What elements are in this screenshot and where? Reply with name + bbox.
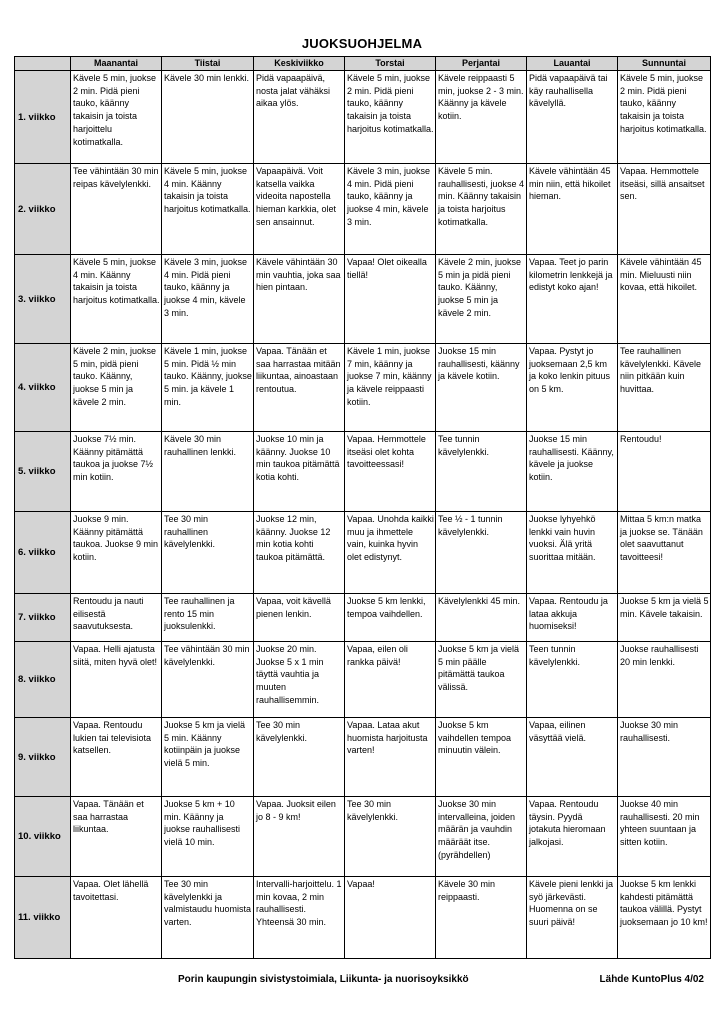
schedule-cell: Juokse 15 min rauhallisesti, käänny ja kävele kotiin. bbox=[436, 344, 527, 432]
schedule-cell: Juokse 5 km vaihdellen tempoa minuutin välein. bbox=[436, 718, 527, 797]
schedule-cell: Vapaa. Teet jo parin kilometrin lenkkejä ja edistyt koko ajan! bbox=[527, 255, 618, 344]
schedule-cell: Juokse 12 min, käänny. Juokse 12 min kotia kohti taukoa pitämättä. bbox=[254, 512, 345, 594]
schedule-cell: Vapaa. Tänään et saa harrastaa liikuntaa. bbox=[71, 797, 162, 877]
schedule-cell: Juokse 9 min. Käänny pitämättä taukoa. Juokse 9 min kotiin. bbox=[71, 512, 162, 594]
schedule-cell: Tee 30 min kävelylenkki. bbox=[345, 797, 436, 877]
week-label: 7. viikko bbox=[15, 594, 71, 642]
schedule-cell: Kävele 30 min reippaasti. bbox=[436, 877, 527, 959]
schedule-cell: Kävele 1 min, juokse 5 min. Pidä ½ min tauko. Käänny, juokse 5 min. ja kävele 1 min. bbox=[162, 344, 254, 432]
schedule-cell: Vapaa. Olet lähellä tavoitettasi. bbox=[71, 877, 162, 959]
week-label: 10. viikko bbox=[15, 797, 71, 877]
schedule-cell: Vapaa! Olet oikealla tiellä! bbox=[345, 255, 436, 344]
week-label: 9. viikko bbox=[15, 718, 71, 797]
schedule-cell: Juokse rauhallisesti 20 min lenkki. bbox=[618, 642, 711, 718]
schedule-cell: Kävele 5 min, juokse 2 min. Pidä pieni tauko, käänny takaisin ja toista harjoitus kotimatkalla. bbox=[618, 71, 711, 164]
week-row bbox=[15, 797, 711, 877]
schedule-cell: Vapaa, eilinen väsyttää vielä. bbox=[527, 718, 618, 797]
schedule-cell: Vapaa. Pystyt jo juoksemaan 2,5 km ja koko lenkin pituus on 5 km. bbox=[527, 344, 618, 432]
schedule-cell: Kävele reippaasti 5 min, juokse 2 - 3 min. Käänny ja kävele kotiin. bbox=[436, 71, 527, 164]
week-row bbox=[15, 344, 711, 432]
schedule-cell: Pidä vapaapäivä tai käy rauhallisella kävelyllä. bbox=[527, 71, 618, 164]
schedule-cell: Vapaa. Rentoudu täysin. Pyydä jotakuta hieromaan jalkojasi. bbox=[527, 797, 618, 877]
schedule-cell: Tee 30 min kävelylenkki. bbox=[254, 718, 345, 797]
schedule-cell: Juokse lyhyehkö lenkki vain huvin vuoksi. Älä yritä suorittaa mitään. bbox=[527, 512, 618, 594]
schedule-cell: Kävele 3 min, juokse 4 min. Pidä pieni tauko, käänny ja juokse 4 min, kävele 3 min. bbox=[162, 255, 254, 344]
day-header: Tiistai bbox=[162, 57, 254, 71]
schedule-cell: Juokse 10 min ja käänny. Juokse 10 min taukoa pitämättä kotia kohti. bbox=[254, 432, 345, 512]
schedule-cell: Intervalli-harjoittelu. 1 min kovaa, 2 min rauhallisesti. Yhteensä 30 min. bbox=[254, 877, 345, 959]
schedule-cell: Juokse 5 km lenkki kahdesti pitämättä taukoa välillä. Pystyt juoksemaan jo 10 km! bbox=[618, 877, 711, 959]
schedule-cell: Vapaa. Rentoudu ja lataa akkuja huomiseksi! bbox=[527, 594, 618, 642]
schedule-cell: Vapaa. Hemmottele itseäsi, sillä ansaitset sen. bbox=[618, 164, 711, 255]
schedule-cell: Kävele vähintään 45 min. Mieluusti niin kovaa, että hikoilet. bbox=[618, 255, 711, 344]
schedule-cell: Vapaa. Tänään et saa harrastaa mitään liikuntaa, ainoastaan rentoutua. bbox=[254, 344, 345, 432]
day-header: Perjantai bbox=[436, 57, 527, 71]
schedule-cell: Tee 30 min rauhallinen kävelylenkki. bbox=[162, 512, 254, 594]
schedule-cell: Kävele 5 min, juokse 2 min. Pidä pieni tauko, käänny takaisin ja toista harjoittelu kotimatkalla. bbox=[71, 71, 162, 164]
schedule-cell: Kävele 2 min, juokse 5 min ja pidä pieni tauko. Käänny, juokse 5 min ja kävele 2 min. bbox=[436, 255, 527, 344]
week-row bbox=[15, 164, 711, 255]
schedule-cell: Juokse 30 min intervalleina, joiden määrän ja vauhdin määräät itse. (pyrähdellen) bbox=[436, 797, 527, 877]
schedule-cell: Rentoudu ja nauti eilisestä saavutuksesta. bbox=[71, 594, 162, 642]
header-row bbox=[15, 57, 711, 71]
schedule-cell: Juokse 5 km ja vielä 5 min päälle pitämättä taukoa välissä. bbox=[436, 642, 527, 718]
schedule-cell: Juokse 20 min. Juokse 5 x 1 min täyttä vauhtia ja muuten rauhallisemmin. bbox=[254, 642, 345, 718]
schedule-cell: Vapaa! bbox=[345, 877, 436, 959]
schedule-cell: Juokse 5 km ja vielä 5 min. Kävele takaisin. bbox=[618, 594, 711, 642]
schedule-cell: Tee rauhallinen kävelylenkki. Kävele niin pitkään kuin huvittaa. bbox=[618, 344, 711, 432]
schedule-cell: Vapaa. Rentoudu lukien tai televisiota katsellen. bbox=[71, 718, 162, 797]
schedule-cell: Kävele 3 min, juokse 4 min. Pidä pieni tauko, käänny ja juokse 4 min, kävele 3 min. bbox=[345, 164, 436, 255]
week-label: 11. viikko bbox=[15, 877, 71, 959]
week-label: 8. viikko bbox=[15, 642, 71, 718]
week-row bbox=[15, 718, 711, 797]
schedule-cell: Kävele pieni lenkki ja syö järkevästi. Huomenna on se suuri päivä! bbox=[527, 877, 618, 959]
schedule-cell: Vapaa, eilen oli rankka päivä! bbox=[345, 642, 436, 718]
schedule-cell: Kävelylenkki 45 min. bbox=[436, 594, 527, 642]
schedule-cell: Juokse 15 min rauhallisesti. Käänny, kävele ja juokse kotiin. bbox=[527, 432, 618, 512]
schedule-cell: Kävele 5 min, juokse 4 min. Käänny takaisin ja toista harjoitus kotimatkalla. bbox=[71, 255, 162, 344]
schedule-cell: Juokse 40 min rauhallisesti. 20 min yhteen suuntaan ja sitten kotiin. bbox=[618, 797, 711, 877]
schedule-cell: Tee 30 min kävelylenkki ja valmistaudu huomista varten. bbox=[162, 877, 254, 959]
week-row bbox=[15, 71, 711, 164]
footer-source: Lähde KuntoPlus 4/02 bbox=[599, 974, 704, 985]
schedule-cell: Kävele vähintään 30 min vauhtia, joka saa hien pintaan. bbox=[254, 255, 345, 344]
schedule-cell: Kävele 30 min lenkki. bbox=[162, 71, 254, 164]
footer-organization: Porin kaupungin sivistystoimiala, Liikunta- ja nuorisoyksikkö bbox=[178, 974, 469, 985]
schedule-cell: Pidä vapaapäivä, nosta jalat vähäksi aikaa ylös. bbox=[254, 71, 345, 164]
week-row bbox=[15, 877, 711, 959]
schedule-cell: Vapaa. Juoksit eilen jo 8 - 9 km! bbox=[254, 797, 345, 877]
schedule-cell: Kävele 1 min, juokse 7 min, käänny ja juokse 7 min, käänny ja kävele reippaasti kotiin. bbox=[345, 344, 436, 432]
schedule-cell: Vapaa. Unohda kaikki muu ja ihmettele vain, kuinka hyvin olet edistynyt. bbox=[345, 512, 436, 594]
week-label: 3. viikko bbox=[15, 255, 71, 344]
schedule-cell: Vapaa, voit kävellä pienen lenkin. bbox=[254, 594, 345, 642]
corner-cell bbox=[15, 57, 71, 71]
schedule-cell: Tee tunnin kävelylenkki. bbox=[436, 432, 527, 512]
schedule-cell: Juokse 5 km ja vielä 5 min. Käänny kotiinpäin ja juokse vielä 5 min. bbox=[162, 718, 254, 797]
week-row bbox=[15, 255, 711, 344]
schedule-cell: Tee vähintään 30 min kävelylenkki. bbox=[162, 642, 254, 718]
day-header: Keskiviikko bbox=[254, 57, 345, 71]
schedule-cell: Vapaa. Hemmottele itseäsi olet kohta tavoitteessasi! bbox=[345, 432, 436, 512]
week-row bbox=[15, 432, 711, 512]
week-row bbox=[15, 642, 711, 718]
schedule-cell: Juokse 7½ min. Käänny pitämättä taukoa ja juokse 7½ min kotiin. bbox=[71, 432, 162, 512]
schedule-cell: Rentoudu! bbox=[618, 432, 711, 512]
schedule-cell: Vapaapäivä. Voit katsella vaikka videoita napostella hieman karkkia, olet sen ansainnut. bbox=[254, 164, 345, 255]
week-row bbox=[15, 512, 711, 594]
week-label: 5. viikko bbox=[15, 432, 71, 512]
week-label: 4. viikko bbox=[15, 344, 71, 432]
schedule-cell: Vapaa. Helli ajatusta siitä, miten hyvä olet! bbox=[71, 642, 162, 718]
schedule-cell: Kävele 5 min, juokse 4 min. Käänny takaisin ja toista harjoitus kotimatkalla. bbox=[162, 164, 254, 255]
page-title: JUOKSUOHJELMA bbox=[301, 36, 423, 51]
schedule-cell: Tee rauhallinen ja rento 15 min juoksulenkki. bbox=[162, 594, 254, 642]
week-label: 6. viikko bbox=[15, 512, 71, 594]
schedule-cell: Vapaa. Lataa akut huomista harjoitusta varten! bbox=[345, 718, 436, 797]
schedule-cell: Tee vähintään 30 min reipas kävelylenkki. bbox=[71, 164, 162, 255]
schedule-cell: Kävele 30 min rauhallinen lenkki. bbox=[162, 432, 254, 512]
day-header: Lauantai bbox=[527, 57, 618, 71]
schedule-cell: Kävele 5 min. rauhallisesti, juokse 4 min. Käänny takaisin ja toista harjoitus kotimatkalla. bbox=[436, 164, 527, 255]
schedule-cell: Juokse 30 min rauhallisesti. bbox=[618, 718, 711, 797]
week-label: 2. viikko bbox=[15, 164, 71, 255]
day-header: Sunnuntai bbox=[618, 57, 711, 71]
schedule-cell: Juokse 5 km lenkki, tempoa vaihdellen. bbox=[345, 594, 436, 642]
schedule-cell: Kävele 2 min, juokse 5 min, pidä pieni tauko. Käänny, juokse 5 min ja kävele 2 min. bbox=[71, 344, 162, 432]
schedule-cell: Kävele 5 min, juokse 2 min. Pidä pieni tauko, käänny takaisin ja toista harjoitus kotimatkalla. bbox=[345, 71, 436, 164]
day-header: Torstai bbox=[345, 57, 436, 71]
schedule-table bbox=[14, 56, 711, 959]
schedule-cell: Teen tunnin kävelylenkki. bbox=[527, 642, 618, 718]
schedule-cell: Kävele vähintään 45 min niin, että hikoilet hieman. bbox=[527, 164, 618, 255]
week-row bbox=[15, 594, 711, 642]
schedule-cell: Tee ½ - 1 tunnin kävelylenkki. bbox=[436, 512, 527, 594]
schedule-cell: Juokse 5 km + 10 min. Käänny ja juokse rauhallisesti vielä 10 min. bbox=[162, 797, 254, 877]
day-header: Maanantai bbox=[71, 57, 162, 71]
schedule-cell: Mittaa 5 km:n matka ja juokse se. Tänään olet saavuttanut tavoitteesi! bbox=[618, 512, 711, 594]
week-label: 1. viikko bbox=[15, 71, 71, 164]
